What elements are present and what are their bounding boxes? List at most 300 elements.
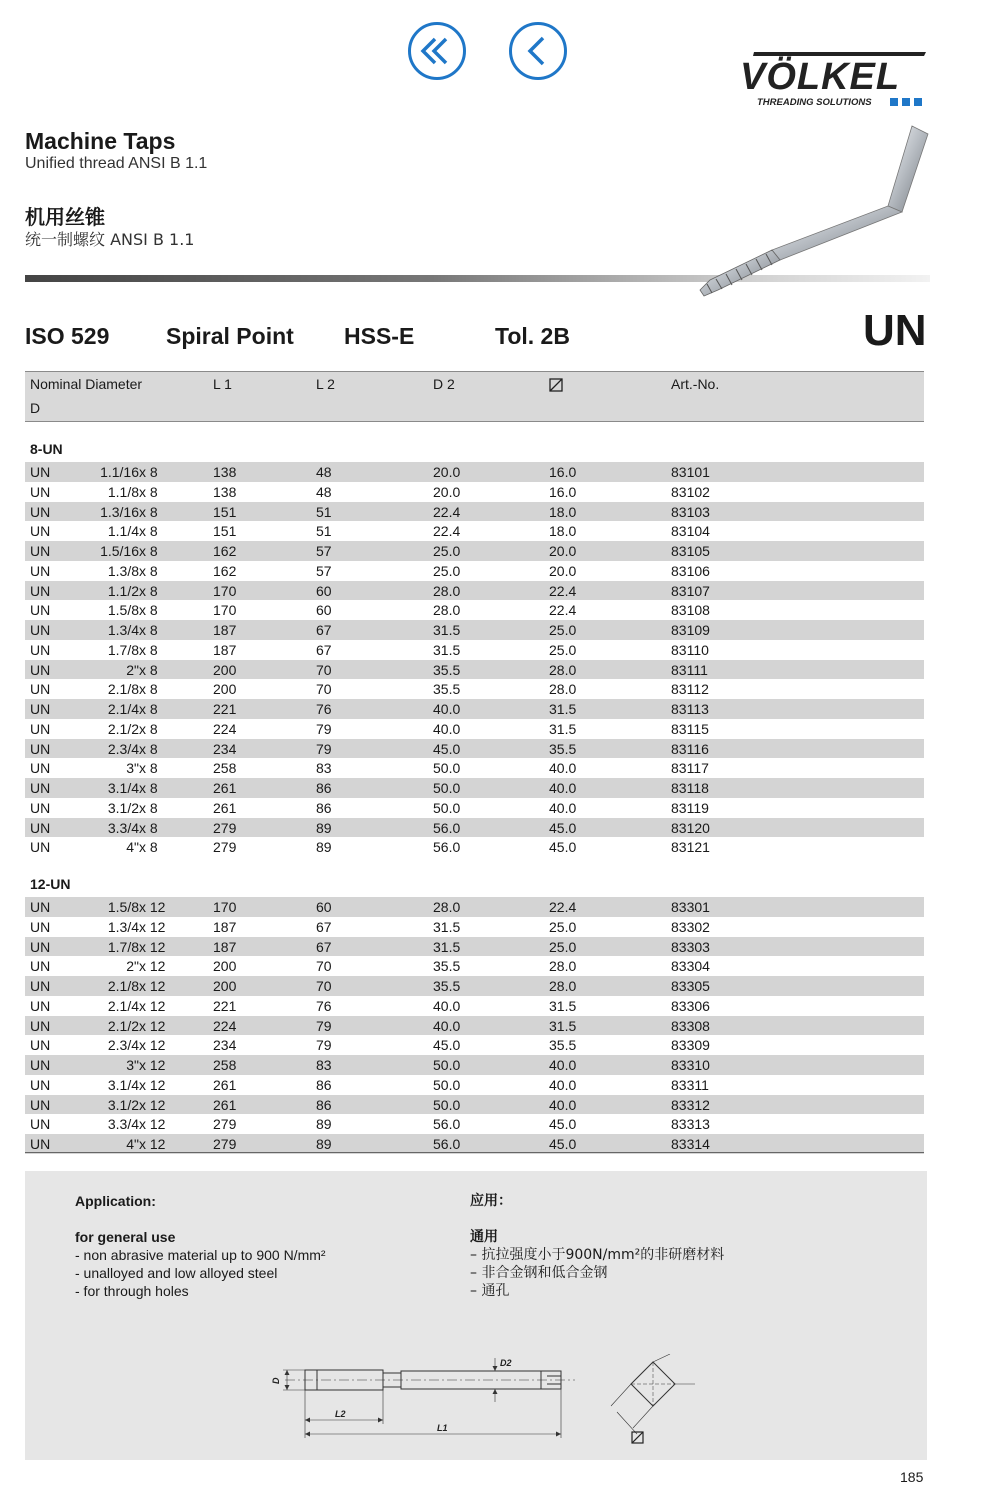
- length-l1: 187: [213, 938, 237, 955]
- article-number: 83109: [671, 622, 710, 638]
- application-item-cn: – 通孔: [470, 1283, 510, 1299]
- thread-prefix: UN: [30, 720, 51, 737]
- article-number: 83116: [671, 740, 709, 757]
- length-l1: 279: [213, 1116, 237, 1133]
- article-number: 83302: [671, 918, 710, 935]
- article-number: 83101: [671, 464, 710, 480]
- nominal-diameter: 2.3/4: [107, 740, 139, 757]
- length-l1: 200: [213, 681, 237, 698]
- square-size: 45.0: [549, 819, 577, 836]
- pitch: x 8: [139, 681, 158, 698]
- diameter-d2: 56.0: [433, 1116, 461, 1133]
- thread-prefix: UN: [30, 582, 51, 599]
- diameter-d2: 45.0: [433, 740, 461, 757]
- pitch: x 12: [139, 1116, 166, 1133]
- length-l2: 70: [316, 661, 332, 678]
- length-l1: 234: [213, 740, 237, 757]
- pitch: x 12: [139, 938, 166, 955]
- thread-prefix: UN: [30, 483, 51, 500]
- application-title: Application:: [75, 1193, 156, 1209]
- length-l1: 200: [213, 978, 237, 994]
- thread-prefix: UN: [30, 1017, 51, 1034]
- article-number: 83304: [671, 958, 710, 975]
- table-row: [25, 699, 924, 719]
- length-l1: 279: [213, 819, 237, 836]
- article-number: 83309: [671, 1037, 710, 1054]
- table-row: [25, 996, 924, 1016]
- length-l1: 187: [213, 918, 237, 935]
- length-l2: 51: [316, 503, 332, 520]
- diameter-d2: 35.5: [433, 978, 461, 994]
- length-l2: 67: [316, 938, 332, 955]
- table-row: [25, 679, 924, 699]
- header-art-no: Art.-No.: [671, 376, 720, 392]
- length-l1: 261: [213, 1076, 237, 1093]
- header-d2: D 2: [433, 376, 455, 392]
- square-size: 31.5: [549, 701, 577, 717]
- nominal-diameter: 3": [126, 1057, 139, 1073]
- table-row: [25, 1055, 924, 1075]
- pitch: x 12: [139, 1096, 166, 1113]
- thread-prefix: UN: [30, 523, 51, 540]
- table-row: [25, 660, 924, 680]
- article-number: 83110: [671, 641, 709, 658]
- thread-prefix: UN: [30, 1096, 51, 1113]
- thread-prefix: UN: [30, 1076, 51, 1093]
- length-l2: 67: [316, 622, 332, 638]
- pitch: x 8: [139, 523, 158, 540]
- article-number: 83119: [671, 799, 709, 816]
- diameter-d2: 31.5: [433, 918, 461, 935]
- square-size: 35.5: [549, 740, 577, 757]
- diameter-d2: 40.0: [433, 997, 461, 1014]
- square-size: 31.5: [549, 720, 577, 737]
- square-size: 18.0: [549, 523, 577, 540]
- length-l1: 162: [213, 562, 237, 579]
- nominal-diameter: 2.1/2: [107, 1017, 139, 1034]
- length-l2: 67: [316, 641, 332, 658]
- square-size: 40.0: [549, 1057, 577, 1073]
- article-number: 83117: [671, 760, 709, 777]
- length-l2: 70: [316, 681, 332, 698]
- thread-prefix: UN: [30, 938, 51, 955]
- square-size: 28.0: [549, 978, 577, 994]
- pitch: x 8: [139, 701, 158, 717]
- length-l1: 279: [213, 839, 237, 856]
- article-number: 83108: [671, 602, 710, 619]
- square-size: 25.0: [549, 918, 577, 935]
- chevron-left-icon: [512, 25, 564, 77]
- length-l2: 83: [316, 1057, 332, 1073]
- article-number: 83306: [671, 997, 710, 1014]
- article-number: 83106: [671, 562, 710, 579]
- application-title-cn: 应用：: [470, 1193, 512, 1209]
- square-size: 16.0: [549, 483, 577, 500]
- pitch: x 8: [139, 622, 158, 638]
- article-number: 83113: [671, 701, 709, 717]
- table-row: [25, 937, 924, 957]
- table-bottom-rule: [25, 1152, 924, 1153]
- thread-prefix: UN: [30, 562, 51, 579]
- nominal-diameter: 1.3/16: [100, 503, 139, 520]
- length-l1: 221: [213, 997, 237, 1014]
- thread-prefix: UN: [30, 958, 51, 975]
- diameter-d2: 22.4: [433, 503, 461, 520]
- length-l2: 79: [316, 740, 332, 757]
- header-nominal: Nominal Diameter: [30, 376, 143, 392]
- drawing-label-l1: L1: [437, 1423, 448, 1433]
- length-l2: 57: [316, 543, 332, 559]
- spec-point: Spiral Point: [166, 323, 294, 349]
- nominal-diameter: 1.5/16: [100, 543, 139, 559]
- diameter-d2: 20.0: [433, 483, 461, 500]
- thread-prefix: UN: [30, 997, 51, 1014]
- logo-wordmark: VÖLKEL: [740, 56, 901, 98]
- pitch: x 8: [139, 503, 158, 520]
- nominal-diameter: 1.3/4: [107, 918, 139, 935]
- length-l2: 70: [316, 958, 332, 975]
- table-row: [25, 482, 924, 502]
- pitch: x 8: [139, 464, 158, 480]
- article-number: 83301: [671, 899, 710, 915]
- table-row: [25, 1016, 924, 1036]
- square-size: 31.5: [549, 997, 577, 1014]
- previous-page-button[interactable]: [509, 22, 567, 80]
- nominal-diameter: 3.3/4: [107, 1116, 139, 1133]
- square-size: 28.0: [549, 958, 577, 975]
- nominal-diameter: 3.3/4: [107, 819, 139, 836]
- diameter-d2: 50.0: [433, 1076, 461, 1093]
- square-size: 45.0: [549, 1136, 577, 1152]
- pitch: x 12: [139, 997, 166, 1014]
- length-l2: 51: [316, 523, 332, 540]
- diameter-d2: 50.0: [433, 780, 461, 796]
- thread-type-label: UN: [863, 306, 927, 355]
- pitch: x 8: [139, 819, 158, 836]
- application-item-cn: – 非合金钢和低合金钢: [470, 1265, 608, 1281]
- header-d: D: [30, 400, 41, 416]
- group-label: 8-UN: [30, 441, 63, 457]
- nominal-diameter: 2.1/8: [107, 681, 139, 698]
- length-l2: 89: [316, 839, 332, 856]
- thread-prefix: UN: [30, 740, 51, 757]
- pitch: x 8: [139, 562, 158, 579]
- application-use: for general use: [75, 1229, 176, 1245]
- table-row: [25, 521, 924, 541]
- table-row: [25, 581, 924, 601]
- length-l2: 86: [316, 799, 332, 816]
- length-l2: 60: [316, 899, 332, 915]
- square-size: 28.0: [549, 661, 577, 678]
- pitch: x 12: [139, 958, 166, 975]
- table-row: [25, 818, 924, 838]
- nominal-diameter: 1.1/16: [100, 464, 139, 480]
- diameter-d2: 35.5: [433, 681, 461, 698]
- pitch: x 8: [139, 483, 158, 500]
- diameter-d2: 25.0: [433, 562, 461, 579]
- thread-prefix: UN: [30, 701, 51, 717]
- pitch: x 8: [139, 602, 158, 619]
- length-l2: 79: [316, 720, 332, 737]
- article-number: 83103: [671, 503, 710, 520]
- table-row: [25, 620, 924, 640]
- header-l1: L 1: [213, 376, 232, 392]
- square-size: 16.0: [549, 464, 577, 480]
- table-row: [25, 719, 924, 739]
- nominal-diameter: 3.1/4: [107, 780, 139, 796]
- length-l2: 86: [316, 1096, 332, 1113]
- nominal-diameter: 1.1/8: [107, 483, 139, 500]
- length-l2: 83: [316, 760, 332, 777]
- square-size: 25.0: [549, 622, 577, 638]
- pitch: x 12: [139, 1057, 166, 1073]
- table-row: [25, 541, 924, 561]
- diameter-d2: 40.0: [433, 701, 461, 717]
- length-l1: 234: [213, 1037, 237, 1054]
- square-size: 31.5: [549, 1017, 577, 1034]
- thread-prefix: UN: [30, 543, 51, 559]
- spec-standard: ISO 529: [25, 323, 110, 349]
- article-number: 83120: [671, 819, 710, 836]
- drawing-label-d2: D2: [500, 1358, 512, 1368]
- tap-technical-drawing: [265, 1354, 715, 1454]
- length-l2: 60: [316, 602, 332, 619]
- page-title: Machine Taps: [25, 128, 176, 154]
- logo-tagline: THREADING SOLUTIONS: [757, 97, 872, 108]
- drawing-label-l2: L2: [335, 1409, 346, 1419]
- article-number: 83303: [671, 938, 710, 955]
- thread-prefix: UN: [30, 1116, 51, 1133]
- thread-prefix: UN: [30, 760, 51, 777]
- thread-prefix: UN: [30, 661, 51, 678]
- length-l1: 170: [213, 899, 237, 915]
- length-l1: 258: [213, 1057, 237, 1073]
- header-square-icon: [549, 378, 563, 392]
- table-row: [25, 917, 924, 937]
- square-size: 40.0: [549, 1096, 577, 1113]
- nominal-diameter: 2.1/4: [107, 997, 139, 1014]
- table-row: [25, 640, 924, 660]
- square-size: 40.0: [549, 799, 577, 816]
- nominal-diameter: 1.1/4: [107, 523, 139, 540]
- diameter-d2: 40.0: [433, 720, 461, 737]
- thread-prefix: UN: [30, 622, 51, 638]
- length-l1: 138: [213, 464, 237, 480]
- spec-tolerance: Tol. 2B: [495, 323, 570, 349]
- article-number: 83313: [671, 1116, 710, 1133]
- spec-material: HSS-E: [344, 323, 415, 349]
- length-l2: 89: [316, 1136, 332, 1152]
- diameter-d2: 50.0: [433, 799, 461, 816]
- square-size: 22.4: [549, 582, 577, 599]
- thread-prefix: UN: [30, 899, 51, 915]
- header-l2: L 2: [316, 376, 335, 392]
- square-size: 40.0: [549, 760, 577, 777]
- article-number: 83115: [671, 720, 709, 737]
- thread-prefix: UN: [30, 918, 51, 935]
- diameter-d2: 22.4: [433, 523, 461, 540]
- table-row: [25, 837, 924, 857]
- pitch: x 12: [139, 1136, 166, 1152]
- length-l1: 261: [213, 1096, 237, 1113]
- square-size: 22.4: [549, 899, 577, 915]
- length-l2: 57: [316, 562, 332, 579]
- square-size: 45.0: [549, 1116, 577, 1133]
- nominal-diameter: 1.3/4: [107, 622, 139, 638]
- length-l1: 200: [213, 661, 237, 678]
- article-number: 83308: [671, 1017, 710, 1034]
- square-size: 20.0: [549, 562, 577, 579]
- length-l1: 200: [213, 958, 237, 975]
- table-row: [25, 976, 924, 996]
- length-l1: 170: [213, 602, 237, 619]
- article-number: 83310: [671, 1057, 710, 1073]
- article-number: 83105: [671, 543, 710, 559]
- diameter-d2: 31.5: [433, 622, 461, 638]
- nominal-diameter: 4": [126, 1136, 139, 1152]
- thread-prefix: UN: [30, 681, 51, 698]
- machine-tap-image: [690, 120, 940, 305]
- table-row: [25, 502, 924, 522]
- nominal-diameter: 4": [126, 839, 139, 856]
- pitch: x 8: [139, 780, 158, 796]
- application-item: - for through holes: [75, 1283, 189, 1299]
- nominal-diameter: 2": [126, 958, 139, 975]
- article-number: 83118: [671, 780, 709, 796]
- table-row: [25, 600, 924, 620]
- table-row: [25, 739, 924, 759]
- diameter-d2: 25.0: [433, 543, 461, 559]
- pitch: x 8: [139, 799, 158, 816]
- pitch: x 8: [139, 720, 158, 737]
- page-subtitle: Unified thread ANSI B 1.1: [25, 155, 208, 172]
- application-item: - non abrasive material up to 900 N/mm²: [75, 1247, 326, 1263]
- first-page-button[interactable]: [408, 22, 466, 80]
- table-row: [25, 462, 924, 482]
- nominal-diameter: 3.1/4: [107, 1076, 139, 1093]
- article-number: 83111: [671, 661, 708, 678]
- pitch: x 8: [139, 543, 158, 559]
- nominal-diameter: 1.5/8: [107, 899, 139, 915]
- length-l1: 187: [213, 622, 237, 638]
- thread-prefix: UN: [30, 602, 51, 619]
- table-row: [25, 1075, 924, 1095]
- application-item-cn: – 抗拉强度小于900N/mm²的非研磨材料: [470, 1247, 725, 1263]
- diameter-d2: 56.0: [433, 839, 461, 856]
- article-number: 83314: [671, 1136, 710, 1152]
- length-l1: 224: [213, 1017, 237, 1034]
- length-l1: 162: [213, 543, 237, 559]
- diameter-d2: 28.0: [433, 602, 461, 619]
- article-number: 83104: [671, 523, 710, 540]
- table-row: [25, 1035, 924, 1055]
- diameter-d2: 40.0: [433, 1017, 461, 1034]
- pitch: x 12: [139, 1076, 166, 1093]
- thread-prefix: UN: [30, 799, 51, 816]
- table-row: [25, 561, 924, 581]
- pitch: x 8: [139, 740, 158, 757]
- length-l1: 151: [213, 523, 237, 540]
- table-row: [25, 798, 924, 818]
- diameter-d2: 35.5: [433, 661, 461, 678]
- nominal-diameter: 2.1/8: [107, 978, 139, 994]
- length-l1: 187: [213, 641, 237, 658]
- table-row: [25, 956, 924, 976]
- thread-prefix: UN: [30, 1136, 51, 1152]
- article-number: 83311: [671, 1076, 709, 1093]
- thread-prefix: UN: [30, 503, 51, 520]
- brand-logo: [740, 50, 930, 110]
- square-size: 25.0: [549, 641, 577, 658]
- pitch: x 12: [139, 899, 166, 915]
- page-subtitle-cn: 统一制螺纹 ANSI B 1.1: [25, 230, 195, 249]
- diameter-d2: 20.0: [433, 464, 461, 480]
- length-l2: 86: [316, 1076, 332, 1093]
- article-number: 83112: [671, 681, 709, 698]
- table-header: [25, 371, 924, 422]
- square-size: 40.0: [549, 780, 577, 796]
- nominal-diameter: 1.5/8: [107, 602, 139, 619]
- diameter-d2: 28.0: [433, 582, 461, 599]
- diameter-d2: 35.5: [433, 958, 461, 975]
- length-l2: 89: [316, 819, 332, 836]
- length-l1: 151: [213, 503, 237, 520]
- length-l2: 70: [316, 978, 332, 994]
- nominal-diameter: 2": [126, 661, 139, 678]
- thread-prefix: UN: [30, 641, 51, 658]
- table-row: [25, 1095, 924, 1115]
- nominal-diameter: 3": [126, 760, 139, 777]
- pitch: x 12: [139, 978, 166, 994]
- diameter-d2: 31.5: [433, 641, 461, 658]
- nominal-diameter: 3.1/2: [107, 1096, 139, 1113]
- length-l1: 258: [213, 760, 237, 777]
- length-l1: 224: [213, 720, 237, 737]
- table-row: [25, 778, 924, 798]
- thread-prefix: UN: [30, 1037, 51, 1054]
- nominal-diameter: 2.1/4: [107, 701, 139, 717]
- article-number: 83107: [671, 582, 710, 599]
- square-size: 35.5: [549, 1037, 577, 1054]
- table-row: [25, 1114, 924, 1134]
- pitch: x 12: [139, 1037, 166, 1054]
- length-l2: 76: [316, 701, 332, 717]
- application-item: - unalloyed and low alloyed steel: [75, 1265, 278, 1281]
- diameter-d2: 56.0: [433, 1136, 461, 1152]
- nominal-diameter: 1.7/8: [107, 938, 139, 955]
- application-use-cn: 通用: [470, 1229, 498, 1245]
- square-size: 20.0: [549, 543, 577, 559]
- diameter-d2: 28.0: [433, 899, 461, 915]
- diameter-d2: 56.0: [433, 819, 461, 836]
- length-l2: 67: [316, 918, 332, 935]
- pitch: x 8: [139, 661, 158, 678]
- length-l2: 60: [316, 582, 332, 599]
- page-title-cn: 机用丝锥: [25, 205, 105, 229]
- pitch: x 12: [139, 1017, 166, 1034]
- pitch: x 8: [139, 582, 158, 599]
- table-row: [25, 758, 924, 778]
- page-number: 185: [900, 1469, 924, 1485]
- thread-prefix: UN: [30, 780, 51, 796]
- diameter-d2: 50.0: [433, 760, 461, 777]
- nominal-diameter: 1.7/8: [107, 641, 139, 658]
- thread-prefix: UN: [30, 1057, 51, 1073]
- diameter-d2: 50.0: [433, 1057, 461, 1073]
- length-l1: 279: [213, 1136, 237, 1152]
- square-size: 45.0: [549, 839, 577, 856]
- pitch: x 12: [139, 918, 166, 935]
